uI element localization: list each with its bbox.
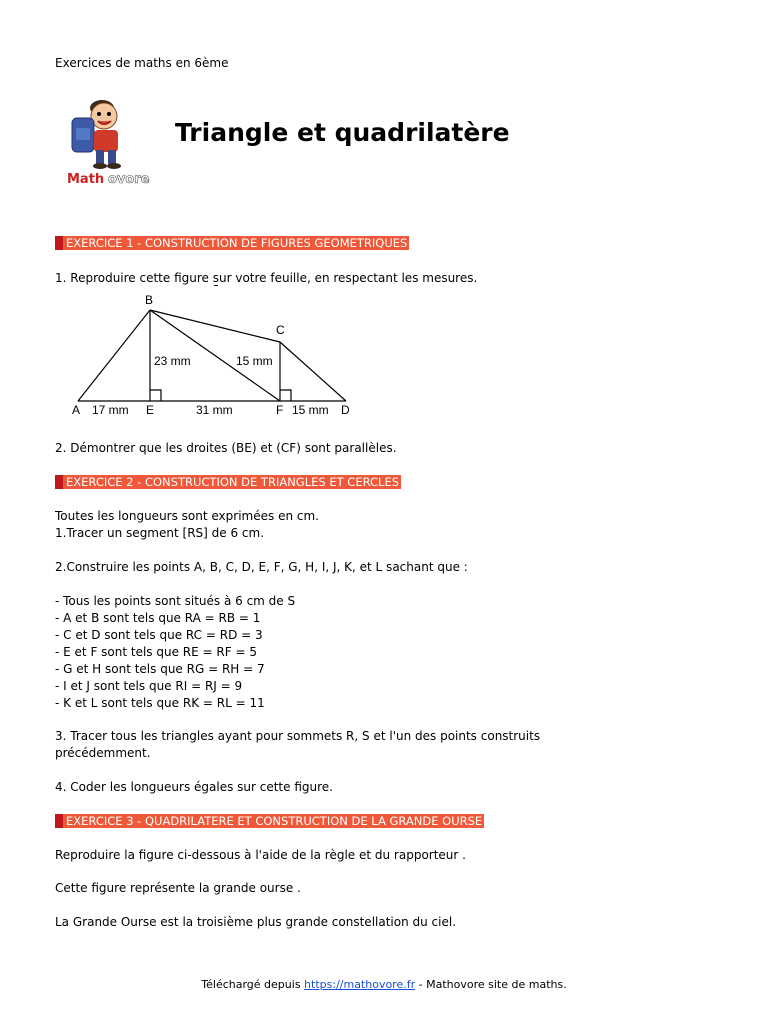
exercise-1-question-1: 1. Reproduire cette figure sur votre feuille, en respectant les mesures. <box>55 271 478 285</box>
exercise-3-line: La Grande Ourse est la troisième plus grande constellation du ciel. <box>55 915 457 929</box>
right-angle-f <box>280 390 291 401</box>
footer-suffix: - Mathovore site de maths. <box>415 978 567 991</box>
exercise-1-heading-text: EXERCICE 1 - CONSTRUCTION DE FIGURES GEOMETRIQUES <box>66 236 408 250</box>
point-c-label: C <box>276 323 285 337</box>
segment-ab <box>78 310 150 401</box>
segment-cd <box>280 342 346 401</box>
mascot-schoolboy-icon <box>62 88 162 188</box>
exercise-2-line: - K et L sont tels que RK = RL = 11 <box>55 696 265 710</box>
exercise-3-line: Cette figure représente la grande ourse . <box>55 881 301 895</box>
footer-prefix: Téléchargé depuis <box>201 978 305 991</box>
length-bc: 15 mm <box>236 354 273 368</box>
exercise-3-line: Reproduire la figure ci-dessous à l'aide de la règle et du rapporteur . <box>55 848 466 862</box>
length-ae: 17 mm <box>92 403 129 417</box>
trapezoid-figure <box>70 290 360 420</box>
exercise-2-line: - G et H sont tels que RG = RH = 7 <box>55 662 265 676</box>
svg-text:ovore: ovore <box>108 172 150 187</box>
exercise-2-line: - C et D sont tels que RC = RD = 3 <box>55 628 263 642</box>
length-ef: 31 mm <box>196 403 233 417</box>
exercise-2-line: 1.Tracer un segment [RS] de 6 cm. <box>55 526 265 540</box>
exercise-2-line: 2.Construire les points A, B, C, D, E, F, G, H, I, J, K, et L sachant que : <box>55 560 468 574</box>
exercise-2-line: précédemment. <box>55 746 151 760</box>
length-fd: 15 mm <box>292 403 329 417</box>
exercise-2-line: - A et B sont tels que RA = RB = 1 <box>55 611 261 625</box>
page-title: Triangle et quadrilatère <box>175 118 510 147</box>
exercise-1-question-2: 2. Démontrer que les droites (BE) et (CF) sont parallèles. <box>55 441 397 455</box>
page-header: Exercices de maths en 6ème <box>55 56 229 70</box>
length-be: 23 mm <box>154 354 191 368</box>
segment-bc <box>150 310 280 342</box>
point-b-label: B <box>145 293 154 307</box>
exercise-2-line: - E et F sont tels que RE = RF = 5 <box>55 645 257 659</box>
page-footer <box>0 978 768 991</box>
exercise-2-line: - I et J sont tels que RI = RJ = 9 <box>55 679 243 693</box>
right-angle-e <box>150 390 161 401</box>
exercise-2-line: - Tous les points sont situés à 6 cm de S <box>55 594 296 608</box>
exercise-1-heading <box>55 236 409 250</box>
point-e-label: E <box>146 403 155 417</box>
point-a-label: A <box>72 403 81 417</box>
text-mark <box>214 285 218 286</box>
svg-text:Math: Math <box>67 172 105 187</box>
footer-link[interactable]: https://mathovore.fr <box>304 978 416 991</box>
exercise-2-heading <box>55 475 401 489</box>
mathovore-logo <box>62 88 162 188</box>
exercise-2-line: 3. Tracer tous les triangles ayant pour sommets R, S et l'un des points construits <box>55 729 541 743</box>
exercise-2-line: 4. Coder les longueurs égales sur cette figure. <box>55 780 333 794</box>
exercise-3-heading-text: EXERCICE 3 - QUADRILATERE ET CONSTRUCTION DE LA GRANDE OURSE <box>66 814 483 828</box>
exercise-2-heading-text: EXERCICE 2 - CONSTRUCTION DE TRIANGLES ET CERCLES <box>66 475 400 489</box>
point-d-label: D <box>341 403 350 417</box>
point-f-label: F <box>276 403 284 417</box>
exercise-3-heading <box>55 814 484 828</box>
exercise-2-line: Toutes les longueurs sont exprimées en cm. <box>55 509 319 523</box>
